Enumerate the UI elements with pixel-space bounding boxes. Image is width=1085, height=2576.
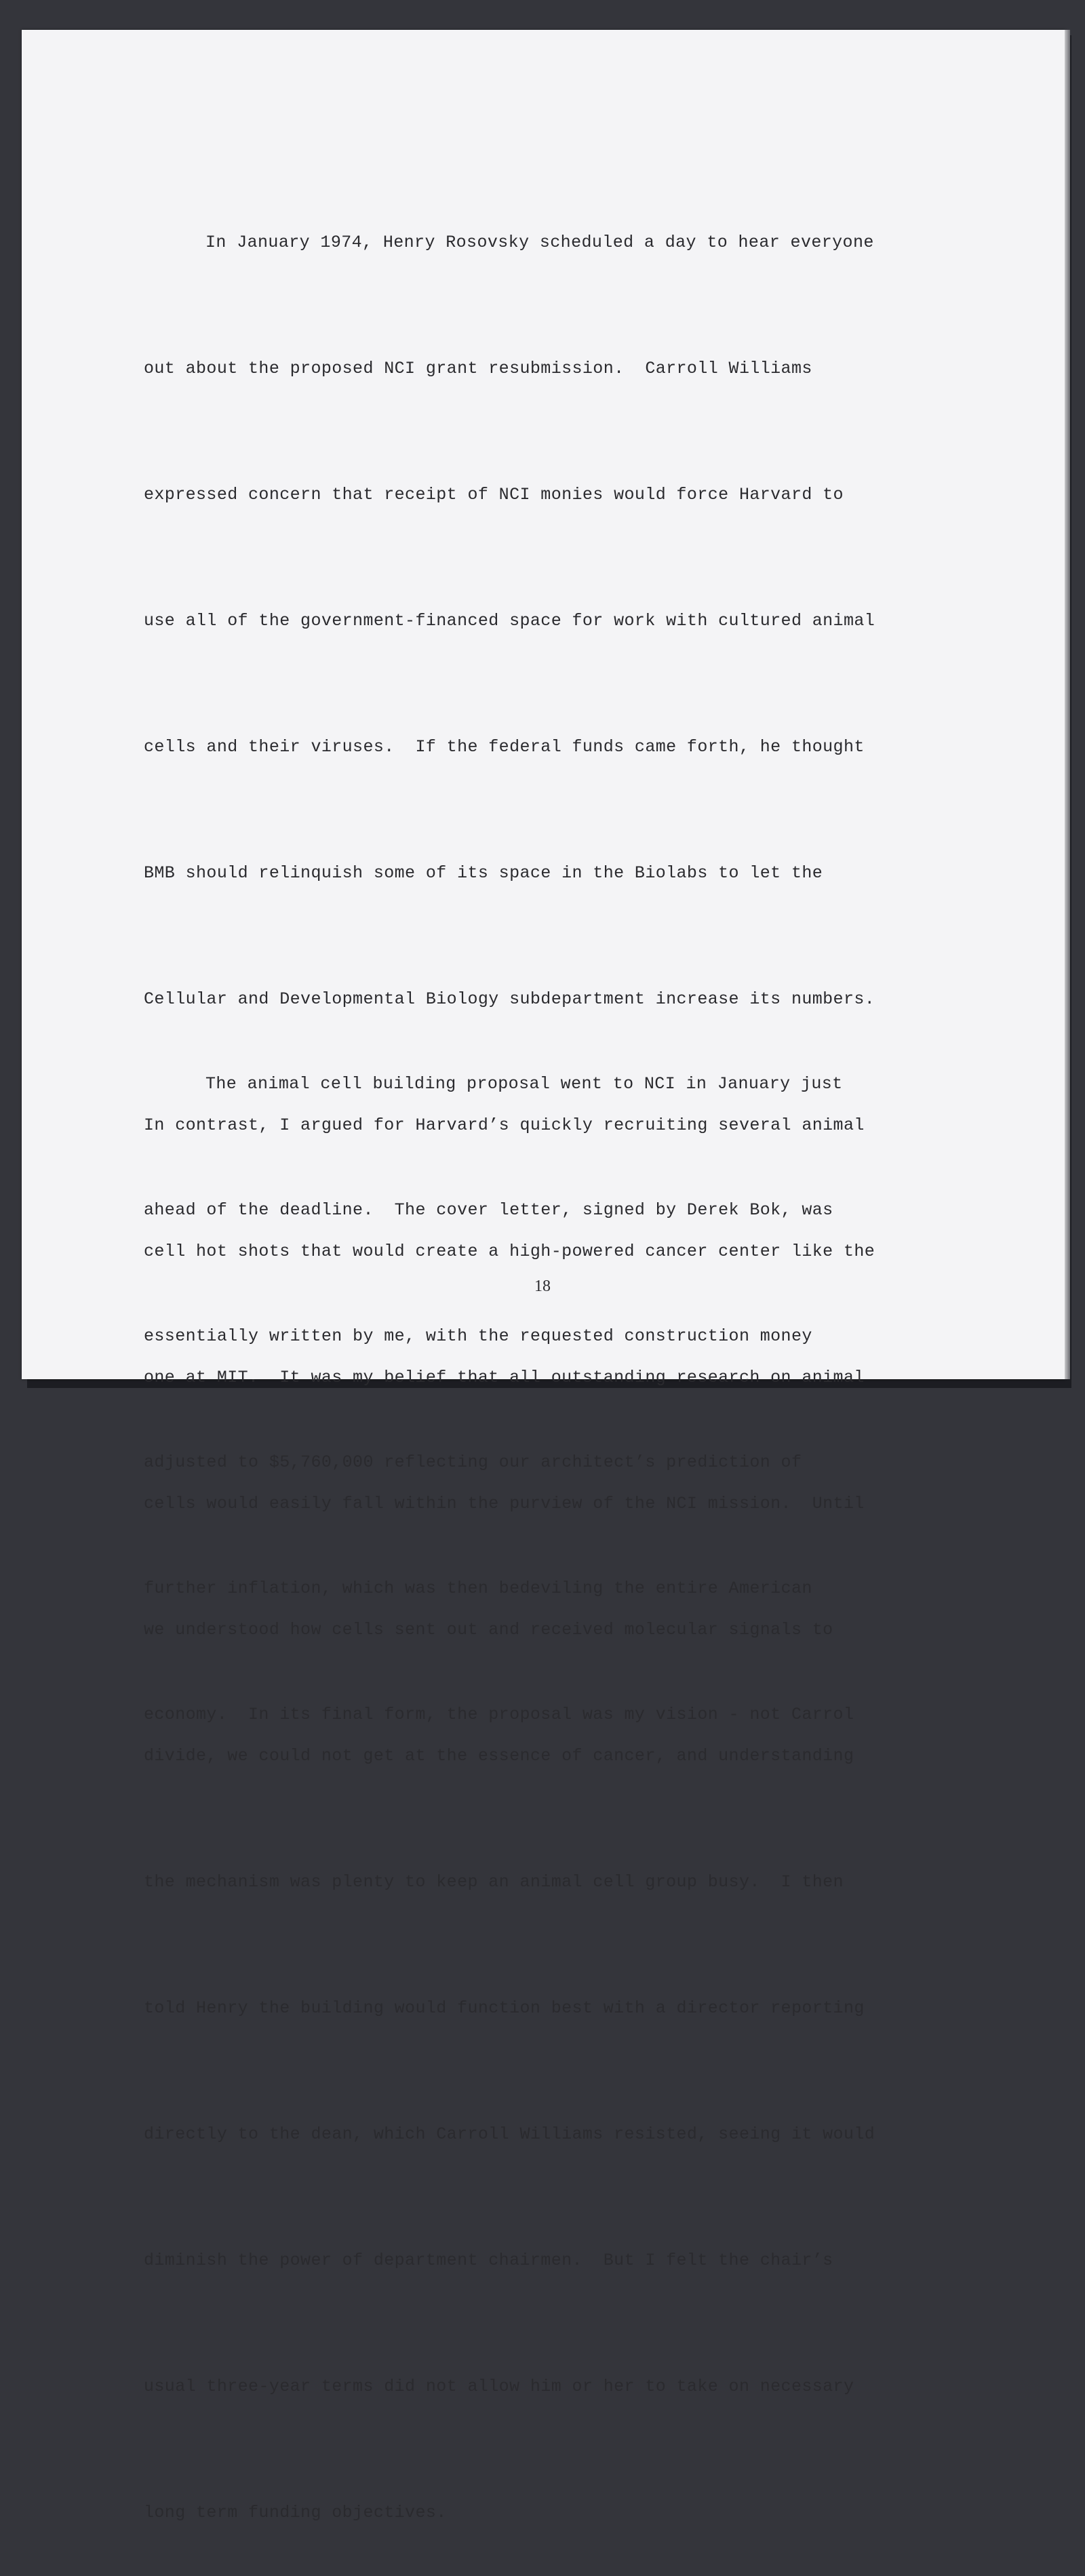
text-line: use all of the government-financed space for work with cultured animal [144,611,875,631]
text-line: directly to the dean, which Carroll Williams resisted, seeing it would [144,2124,875,2144]
text-line: diminish the power of department chairmen. But I felt the chair’s [144,2251,833,2270]
text-line: long term funding objectives. [144,2503,447,2522]
text-line: Cellular and Developmental Biology subdepartment increase its numbers. [144,989,875,1009]
text-line: The animal cell building proposal went to NCI in January just [205,1074,843,1094]
text-line: ahead of the deadline. The cover letter, signed by Derek Bok, was [144,1200,833,1220]
text-line: essentially written by me, with the requested construction money [144,1326,812,1346]
text-line: economy. In its final form, the proposal was my vision - not Carrol [144,1705,854,1724]
text-line: In contrast, I argued for Harvard’s quickly recruiting several animal [144,1115,865,1135]
text-line: cells would easily fall within the purview of the NCI mission. Until [144,1494,865,1513]
text-line: the mechanism was plenty to keep an animal cell group busy. I then [144,1872,844,1892]
text-line: out about the proposed NCI grant resubmission. Carroll Williams [144,359,812,378]
text-line: BMB should relinquish some of its space in the Biolabs to let the [144,863,823,883]
text-line: told Henry the building would function best with a director reporting [144,1998,865,2018]
text-line: we understood how cells sent out and received molecular signals to [144,1620,833,1640]
text-line: one at MIT. It was my belief that all outstanding research on animal [144,1368,865,1387]
text-line: divide, we could not get at the essence of cancer, and understanding [144,1746,854,1766]
text-line: In January 1974, Henry Rosovsky scheduled a day to hear everyone [205,233,874,252]
text-line: cell hot shots that would create a high-powered cancer center like the [144,1242,875,1261]
paragraph-2 [144,979,958,1778]
text-line: usual three-year terms did not allow him or her to take on necessary [144,2377,854,2396]
text-line: further inflation, which was then bedeviling the entire American [144,1579,812,1598]
page-edge [1065,30,1070,1379]
text-line: adjusted to $5,760,000 reflecting our architect’s prediction of [144,1452,802,1472]
text-line: expressed concern that receipt of NCI monies would force Harvard to [144,485,844,504]
text-line: cells and their viruses. If the federal funds came forth, he thought [144,737,865,757]
page-number: 18 [534,1277,551,1295]
